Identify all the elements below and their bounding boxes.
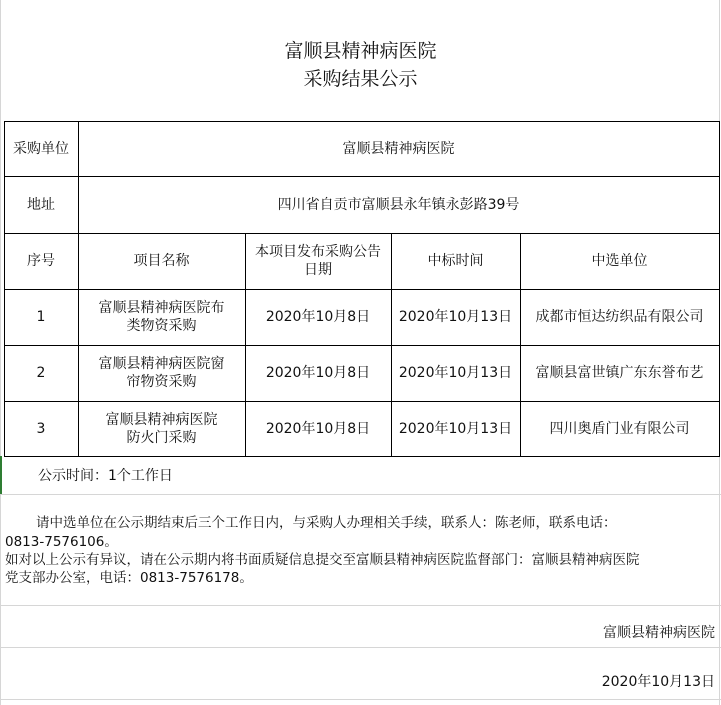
row-winner: 四川奥盾门业有限公司 <box>549 420 690 437</box>
unit-value: 富顺县精神病医院 <box>342 140 455 157</box>
address-value: 四川省自贡市富顺县永年镇永彭路39号 <box>277 196 520 213</box>
footer-date: 2020年10月13日 <box>601 674 715 690</box>
document-subtitle: 采购结果公示 <box>303 68 418 90</box>
row-publish-date: 2020年10月8日 <box>265 365 371 381</box>
header-publish-date: 本项目发布采购公告日期 <box>255 244 381 278</box>
row-award-date: 2020年10月13日 <box>398 365 513 381</box>
footer-org: 富顺县精神病医院 <box>603 625 715 641</box>
notice-line: 如对以上公示有异议，请在公示期内将书面质疑信息提交至富顺县精神病医院监督部门：富顺县精神病医院 <box>5 552 640 568</box>
row-no: 3 <box>36 420 46 437</box>
table-border <box>719 121 720 457</box>
row-publish-date: 2020年10月8日 <box>265 309 371 325</box>
grid-line <box>0 699 721 700</box>
grid-line <box>0 605 721 606</box>
row-award-date: 2020年10月13日 <box>398 309 513 325</box>
row-no: 2 <box>36 365 46 381</box>
row-project: 富顺县精神病医院布类物资采购 <box>98 300 225 334</box>
row-project: 富顺县精神病医院窗帘物资采购 <box>98 356 225 390</box>
notice-line: 党支部办公室，电话：0813-7576178。 <box>5 570 253 586</box>
document-title: 富顺县精神病医院 <box>284 40 437 62</box>
row-no: 1 <box>36 309 46 325</box>
selected-cell-edge <box>0 456 2 494</box>
grid-line <box>0 0 1 705</box>
grid-line <box>0 647 721 648</box>
header-no: 序号 <box>27 253 55 269</box>
table-border <box>4 456 720 457</box>
header-winner: 中选单位 <box>591 253 648 269</box>
address-label: 地址 <box>27 196 55 213</box>
notice-line: 请中选单位在公示期结束后三个工作日内，与采购人办理相关手续，联系人：陈老师，联系电话： <box>36 515 617 531</box>
unit-label: 采购单位 <box>13 140 69 157</box>
notice-line: 0813-7576106。 <box>5 534 118 550</box>
header-project: 项目名称 <box>133 253 190 269</box>
row-winner: 富顺县富世镇广东东誉布艺 <box>535 365 704 381</box>
grid-line <box>0 494 721 495</box>
row-publish-date: 2020年10月8日 <box>265 420 371 437</box>
row-winner: 成都市恒达纺织品有限公司 <box>535 309 704 325</box>
row-project: 富顺县精神病医院防火门采购 <box>105 411 218 446</box>
notice-period: 公示时间：1个工作日 <box>38 468 173 484</box>
row-award-date: 2020年10月13日 <box>398 420 513 437</box>
header-award-date: 中标时间 <box>427 253 484 269</box>
